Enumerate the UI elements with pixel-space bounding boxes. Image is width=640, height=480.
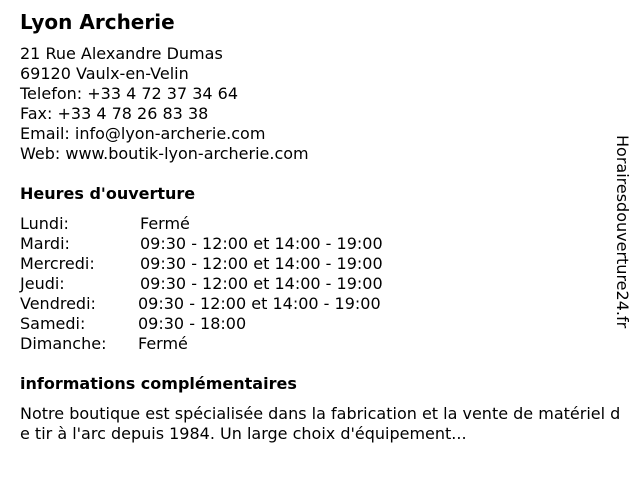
email-text: Email: info@lyon-archerie.com [20, 124, 266, 143]
opening-hours-heading: Heures d'ouverture [20, 184, 196, 203]
store-name: Lyon Archerie [20, 10, 175, 34]
fax-text: Fax: +33 4 78 26 83 38 [20, 104, 209, 123]
contact-block [20, 44, 309, 164]
day-label: Vendredi: [20, 294, 96, 313]
hours-value: 09:30 - 12:00 et 14:00 - 19:00 [138, 294, 381, 313]
address-line-city: 69120 Vaulx-en-Velin [20, 64, 189, 83]
day-label: Mercredi: [20, 254, 95, 273]
hours-value: Fermé [140, 214, 190, 233]
day-label: Mardi: [20, 234, 70, 253]
day-label: Dimanche: [20, 334, 107, 353]
phone-text: Telefon: +33 4 72 37 34 64 [20, 84, 239, 103]
hours-value: 09:30 - 12:00 et 14:00 - 19:00 [140, 274, 383, 293]
hours-value: 09:30 - 18:00 [138, 314, 247, 333]
additional-info-heading: informations complémentaires [20, 374, 297, 393]
day-label: Lundi: [20, 214, 69, 233]
hours-value: 09:30 - 12:00 et 14:00 - 19:00 [140, 254, 383, 273]
website-text: Web: www.boutik-lyon-archerie.com [20, 144, 309, 163]
day-label: Samedi: [20, 314, 86, 333]
hours-value: Fermé [138, 334, 188, 353]
day-label: Jeudi: [20, 274, 65, 293]
site-watermark: Horairesdouverture24.fr [613, 135, 632, 329]
hours-value: 09:30 - 12:00 et 14:00 - 19:00 [140, 234, 383, 253]
additional-info-text: Notre boutique est spécialisée dans la fabrication et la vente de matériel de tir à l'arc depuis 1984. Un large choix d'équipement... [20, 404, 621, 443]
address-line-street: 21 Rue Alexandre Dumas [20, 44, 223, 63]
